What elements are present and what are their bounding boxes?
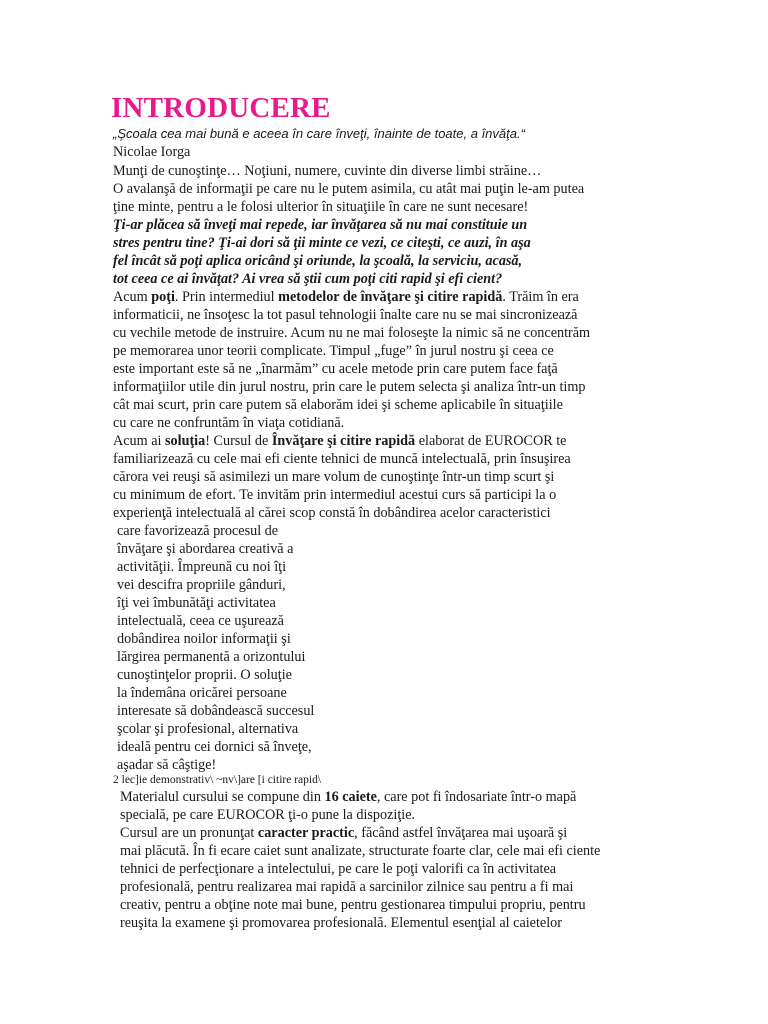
- bold-phrase: 16 caiete: [324, 789, 377, 805]
- paragraph-line: dobândirea noilor informaţii şi: [117, 631, 291, 647]
- emphasis-line: stres pentru tine? Ţi-ai dori să ţii minte ce vezi, ce citeşti, ce auzi, în aşa: [113, 235, 531, 251]
- paragraph-line: la îndemâna oricărei persoane: [117, 685, 287, 701]
- paragraph-line: şcolar şi profesional, alternativa: [117, 721, 299, 737]
- paragraph-line: care favorizează procesul de: [117, 523, 279, 539]
- page-footer: 2 lec]ie demonstrativ\ ~nv\]are [i citire rapid\: [113, 774, 322, 786]
- paragraph-line: ideală pentru cei dornici să înveţe,: [117, 739, 312, 755]
- paragraph-line: Cursul are un pronunţat caracter practic, făcând astfel învăţarea mai uşoară şi: [120, 825, 568, 841]
- emphasis-line: tot ceea ce ai învăţat? Ai vrea să ştii cum poţi citi rapid şi efi cient?: [113, 271, 503, 287]
- paragraph-line: specială, pe care EUROCOR ţi-o pune la dispoziţie.: [120, 807, 416, 823]
- bold-phrase: caracter practic: [257, 825, 355, 841]
- emphasis-line: Ţi-ar plăcea să înveţi mai repede, iar învăţarea să nu mai constituie un: [113, 217, 528, 233]
- paragraph-line: profesională, pentru realizarea mai rapidă a sarcinilor zilnice sau pentru a fi mai: [120, 879, 574, 895]
- paragraph-line: mai plăcută. În fi ecare caiet sunt analizate, structurate foarte clar, cele mai efi ciente: [120, 843, 601, 859]
- paragraph-line: cunoştinţelor proprii. O soluţie: [117, 667, 292, 683]
- emphasis-line: fel încât să poţi aplica oricând şi oriunde, la şcoală, la serviciu, acasă,: [113, 253, 523, 269]
- paragraph-line: pe memorarea unor teorii complicate. Timpul „fuge” în jurul nostru şi ceea ce: [113, 343, 554, 359]
- paragraph-line: intelectuală, ceea ce uşurează: [117, 613, 284, 629]
- paragraph-line: Acum poţi. Prin intermediul metodelor de învăţare şi citire rapidă. Trăim în era: [113, 289, 579, 305]
- paragraph-line: aşadar să câştige!: [117, 757, 217, 773]
- bold-word: soluţia: [165, 433, 206, 449]
- paragraph-line: este important este să ne „înarmăm” cu acele metode prin care putem face faţă: [113, 361, 558, 377]
- paragraph-line: experienţă intelectuală al cărei scop constă în dobândirea acelor caracteristici: [113, 505, 551, 521]
- paragraph-line: Materialul cursului se compune din 16 caiete, care pot fi îndosariate într-o mapă: [120, 789, 577, 805]
- paragraph-line: îţi vei îmbunătăţi activitatea: [117, 595, 276, 611]
- paragraph-line: cât mai scurt, prin care putem să elaborăm idei şi scheme aplicabile în situaţiile: [113, 397, 563, 413]
- paragraph-line: reuşita la examene şi promovarea profesională. Elementul esenţial al caietelor: [120, 915, 562, 931]
- paragraph-line: ţine minte, pentru a le folosi ulterior în situaţiile în care ne sunt necesare!: [113, 199, 529, 215]
- paragraph-line: tehnici de perfecţionare a intelectului, pe care le poţi valorifi ca în activitatea: [120, 861, 557, 877]
- paragraph-line: învăţare şi abordarea creativă a: [117, 541, 294, 557]
- paragraph-line: lărgirea permanentă a orizontului: [117, 649, 306, 665]
- quote-author: Nicolae Iorga: [113, 144, 191, 160]
- paragraph-line: cu vechile metode de instruire. Acum nu ne mai foloseşte la nimic să ne concentrăm: [113, 325, 591, 341]
- paragraph-line: cărora vei reuşi să asimilezi un mare volum de cunoştinţe într-un timp scurt şi: [113, 469, 555, 485]
- page-title: INTRODUCERE: [111, 92, 331, 124]
- paragraph-line: interesate să dobândească succesul: [117, 703, 315, 719]
- paragraph-line: Acum ai soluţia! Cursul de Învăţare şi citire rapidă elaborat de EUROCOR te: [113, 433, 567, 449]
- paragraph-line: informaţiilor utile din jurul nostru, prin care le putem selecta şi analiza într-un timp: [113, 379, 586, 395]
- motto-quote: „Şcoala cea mai bună e aceea în care înveţi, înainte de toate, a învăţa.“: [113, 126, 525, 141]
- paragraph-line: cu care ne confruntăm în viaţa cotidiană.: [113, 415, 345, 431]
- paragraph-line: creativ, pentru a obţine note mai bune, pentru gestionarea timpului propriu, pentru: [120, 897, 586, 913]
- paragraph-line: cu minimum de efort. Te invităm prin intermediul acestui curs să participi la o: [113, 487, 557, 503]
- bold-word: poţi: [151, 289, 175, 305]
- bold-phrase: Învăţare şi citire rapidă: [271, 433, 416, 449]
- paragraph-line: Munţi de cunoştinţe… Noţiuni, numere, cuvinte din diverse limbi străine…: [113, 163, 542, 179]
- paragraph-line: familiarizează cu cele mai efi ciente tehnici de muncă intelectuală, prin însuşirea: [113, 451, 571, 467]
- paragraph-line: informaticii, ne însoţesc la tot pasul tehnologii înalte care nu se mai sincronizează: [113, 307, 578, 323]
- bold-phrase: metodelor de învăţare şi citire rapidă: [278, 289, 503, 305]
- paragraph-line: activităţii. Împreună cu noi îţi: [117, 559, 287, 575]
- paragraph-line: vei descifra propriile gânduri,: [117, 577, 286, 593]
- paragraph-line: O avalanşă de informaţii pe care nu le putem asimila, cu atât mai puţin le-am putea: [113, 181, 585, 197]
